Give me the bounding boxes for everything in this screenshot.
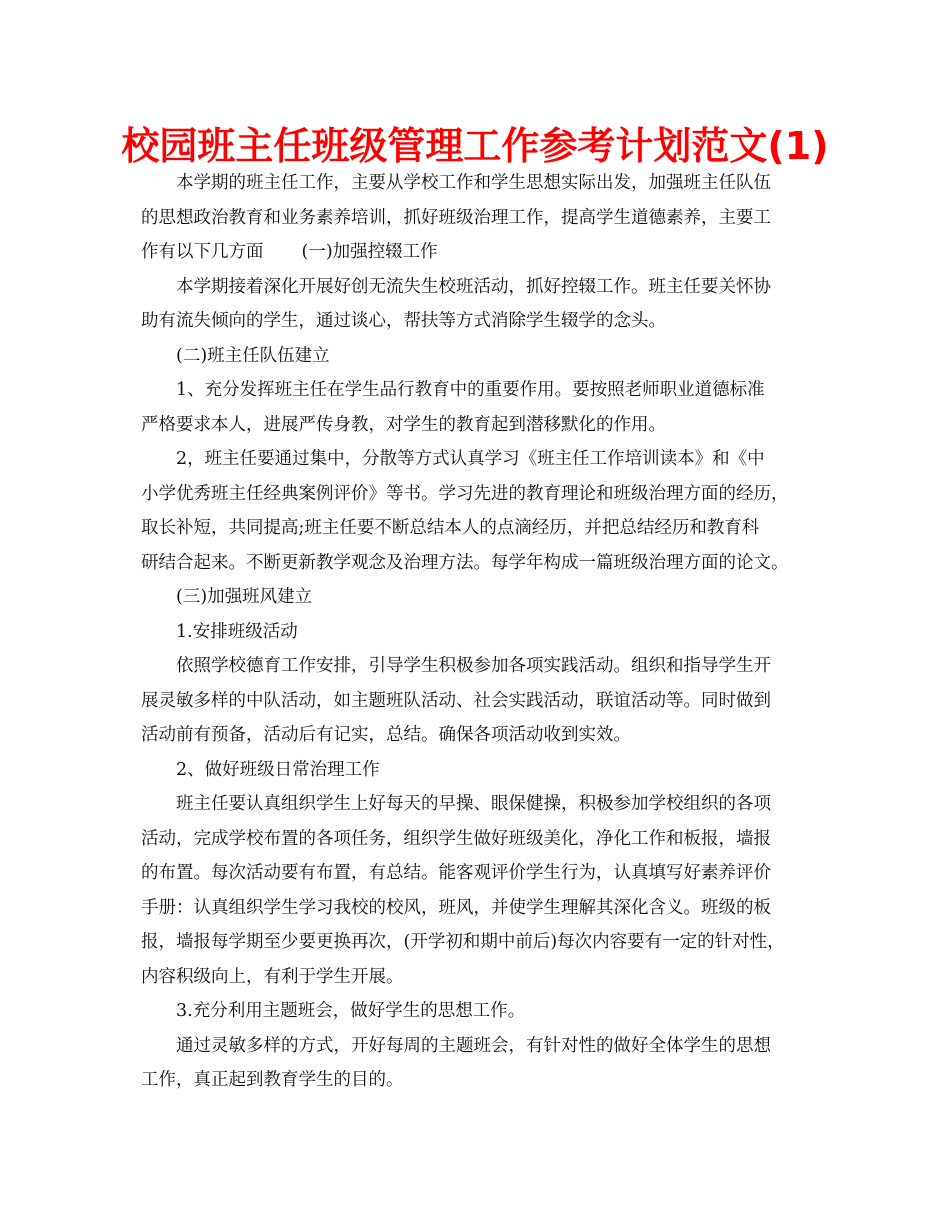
subsection-heading: 2、做好班级日常治理工作 (176, 759, 380, 780)
paragraph-line: 小学优秀班主任经典案例评价》等书。学习先进的教育理论和班级治理方面的经历， (141, 483, 789, 504)
paragraph-line: 活动前有预备，活动后有记实，总结。确保各项活动收到实效。 (141, 725, 631, 745)
paragraph-line: 1、充分发挥班主任在学生品行教育中的重要作用。要按照老师职业道德标准 (176, 380, 765, 400)
document-title: 校园班主任班级管理工作参考计划范文(1) (121, 124, 829, 168)
paragraph-line: 本学期接着深化开展好创无流失生校班活动，抓好控辍工作。班主任要关怀协 (176, 276, 771, 297)
paragraph-line: 手册：认真组织学生学习我校的校风，班风，并使学生理解其深化含义。班级的板 (141, 897, 771, 918)
subsection-heading: 1.安排班级活动 (176, 621, 298, 642)
paragraph-line: 依照学校德育工作安排，引导学生积极参加各项实践活动。组织和指导学生开 (176, 656, 771, 676)
paragraph-line: 本学期的班主任工作，主要从学校工作和学生思想实际出发，加强班主任队伍 (176, 173, 771, 193)
paragraph-line: 取长补短，共同提高;班主任要不断总结本人的点滴经历，并把总结经历和教育科 (141, 518, 760, 538)
paragraph-line: 助有流失倾向的学生，通过谈心，帮扶等方式消除学生辍学的念头。 (141, 311, 666, 331)
section-heading: (一)加强控辍工作 (301, 242, 438, 262)
paragraph-line: 作有以下几方面 (一)加强控辍工作 (141, 235, 819, 270)
paragraph-line: 工作，真正起到教育学生的目的。 (141, 1070, 404, 1090)
paragraph-line: 展灵敏多样的中队活动，如主题班队活动、社会实践活动，联谊活动等。同时做到 (141, 690, 771, 711)
section-heading: (二)班主任队伍建立 (176, 345, 330, 366)
paragraph-line: 2，班主任要通过集中，分散等方式认真学习《班主任工作培训读本》和《中 (176, 449, 765, 469)
paragraph-line: 班主任要认真组织学生上好每天的早操、眼保健操，积极参加学校组织的各项 (176, 794, 771, 814)
paragraph-line: 严格要求本人，进展严传身教，对学生的教育起到潜移默化的作用。 (141, 414, 666, 435)
paragraph-line: 的思想政治教育和业务素养培训，抓好班级治理工作，提高学生道德素养，主要工 (141, 207, 771, 228)
section-heading: (三)加强班风建立 (176, 587, 313, 607)
paragraph-line: 通过灵敏多样的方式，开好每周的主题班会，有针对性的做好全体学生的思想 (176, 1035, 771, 1056)
paragraph-line: 研结合起来。不断更新教学观念及治理方法。每学年构成一篇班级治理方面的论文。 (141, 552, 789, 573)
paragraph-line: 活动，完成学校布置的各项任务，组织学生做好班级美化，净化工作和板报，墙报 (141, 828, 771, 849)
paragraph-line: 报，墙报每学期至少要更换再次，(开学初和期中前后)每次内容要有一定的针对性， (141, 932, 785, 952)
paragraph-line: 的布置。每次活动要有布置，有总结。能客观评价学生行为，认真填写好素养评价 (141, 863, 771, 883)
subsection-heading: 3.充分利用主题班会，做好学生的思想工作。 (176, 1001, 526, 1021)
paragraph-line: 内容积级向上，有利于学生开展。 (141, 966, 404, 987)
document-body (141, 166, 819, 1098)
